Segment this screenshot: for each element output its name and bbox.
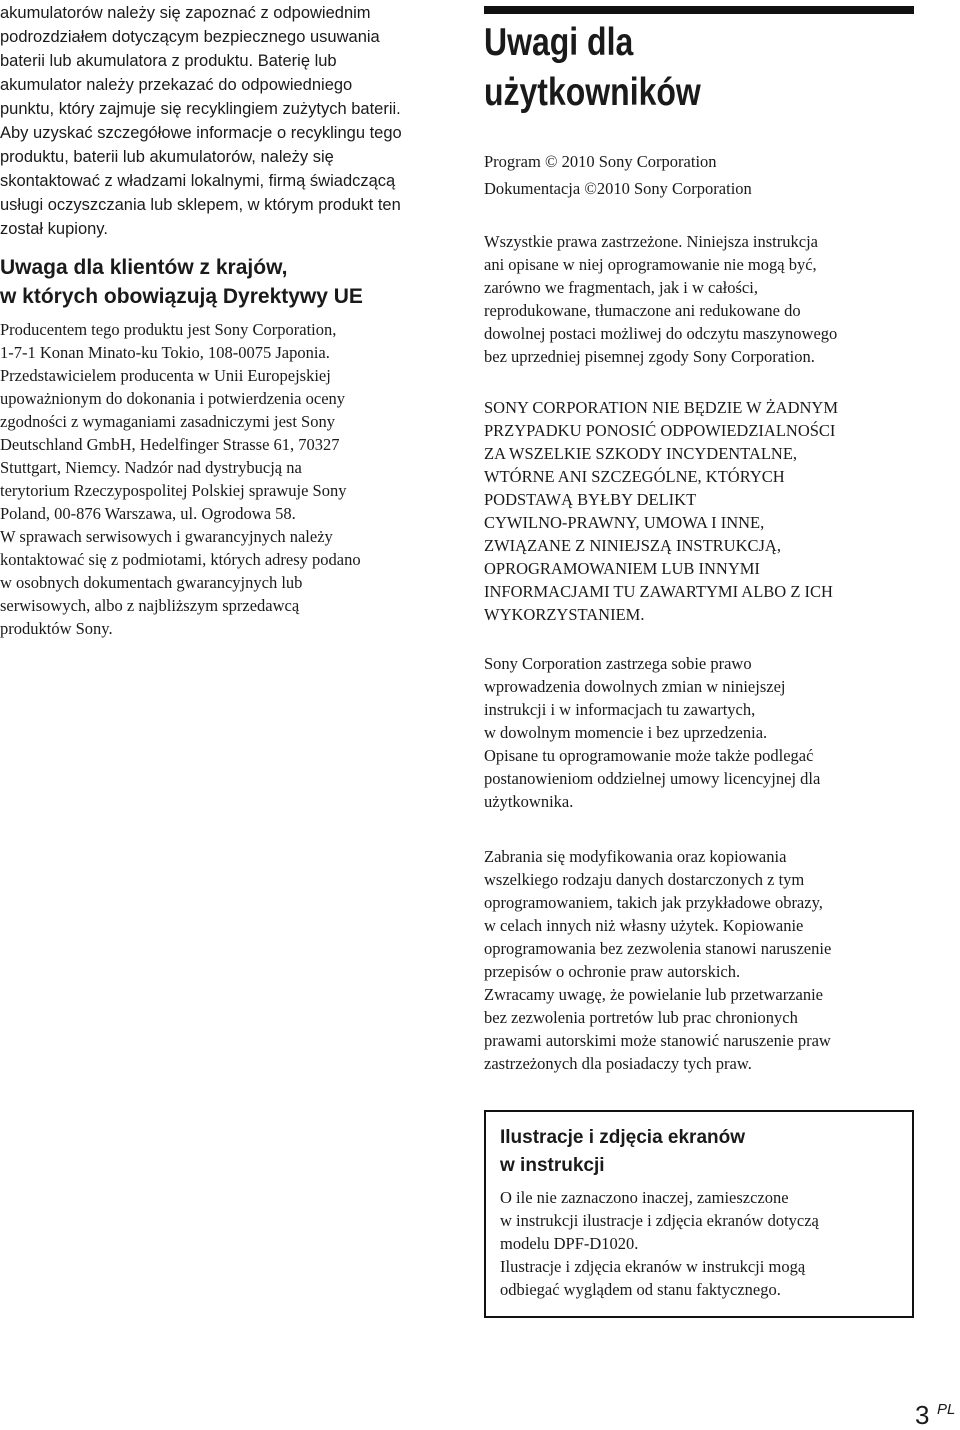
text-line: kontaktować się z podmiotami, których adresy podano xyxy=(0,550,361,569)
rights-paragraph xyxy=(484,230,924,368)
text-line: w osobnych dokumentach gwarancyjnych lub xyxy=(0,573,303,592)
text-line: W sprawach serwisowych i gwarancyjnych należy xyxy=(0,527,333,546)
text-line: w dowolnym momencie i bez uprzedzenia. xyxy=(484,723,768,742)
text-line: ZA WSZELKIE SZKODY INCYDENTALNE, xyxy=(484,444,798,463)
text-line: terytorium Rzeczypospolitej Polskiej sprawuje Sony xyxy=(0,481,347,500)
text-line: bez uprzedniej pisemnej zgody Sony Corporation. xyxy=(484,347,815,366)
text-line: baterii lub akumulatora z produktu. Baterię lub xyxy=(0,52,337,70)
text-line: wszelkiego rodzaju danych dostarczonych z tym xyxy=(484,870,805,889)
eu-directive-heading xyxy=(0,253,440,311)
heading-line: w których obowiązują Dyrektywy UE xyxy=(0,285,363,308)
text-line: produktów Sony. xyxy=(0,619,113,638)
text-line: Sony Corporation zastrzega sobie prawo xyxy=(484,654,752,673)
copying-paragraph xyxy=(484,845,924,1075)
text-line: Ilustracje i zdjęcia ekranów w instrukcji mogą xyxy=(500,1257,806,1276)
text-line: CYWILNO-PRAWNY, UMOWA I INNE, xyxy=(484,513,765,532)
text-line: skontaktować z władzami lokalnymi, firmą świadczącą xyxy=(0,172,396,190)
page-number: 3 xyxy=(915,1400,930,1430)
recycling-paragraph xyxy=(0,0,440,241)
text-line: PRZYPADKU PONOSIĆ ODPOWIEDZIALNOŚCI xyxy=(484,421,836,440)
text-line: serwisowych, albo z najbliższym sprzedawcą xyxy=(0,596,300,615)
text-line: Producentem tego produktu jest Sony Corporation, xyxy=(0,320,337,339)
title-rule xyxy=(484,6,914,14)
text-line: Dokumentacja ©2010 Sony Corporation xyxy=(484,179,752,198)
text-line: SONY CORPORATION NIE BĘDZIE W ŻADNYM xyxy=(484,398,838,417)
text-line: bez zezwolenia portretów lub prac chronionych xyxy=(484,1008,798,1027)
text-line: ZWIĄZANE Z NINIEJSZĄ INSTRUKCJĄ, xyxy=(484,536,781,555)
text-line: modelu DPF-D1020. xyxy=(500,1234,639,1253)
text-line: upoważnionym do dokonania i potwierdzenia oceny xyxy=(0,389,346,408)
text-line: Zabrania się modyfikowania oraz kopiowania xyxy=(484,847,787,866)
page-language-suffix: PL xyxy=(937,1401,956,1418)
box-title xyxy=(500,1124,898,1180)
text-line: O ile nie zaznaczono inaczej, zamieszczone xyxy=(500,1188,789,1207)
text-line: podrozdziałem dotyczącym bezpiecznego usuwania xyxy=(0,28,380,46)
text-line: INFORMACJAMI TU ZAWARTYMI ALBO Z ICH xyxy=(484,582,833,601)
text-line: punktu, który zajmuje się recyklingiem zużytych baterii. xyxy=(0,100,401,118)
text-line: Stuttgart, Niemcy. Nadzór nad dystrybucją na xyxy=(0,458,302,477)
text-line: produktu, baterii lub akumulatorów, należy się xyxy=(0,148,334,166)
text-line: oprogramowaniem, takich jak przykładowe obrazy, xyxy=(484,893,823,912)
text-line: Opisane tu oprogramowanie może także podlegać xyxy=(484,746,814,765)
text-line: zastrzeżonych dla posiadaczy tych praw. xyxy=(484,1054,752,1073)
text-line: wprowadzenia dowolnych zmian w niniejszej xyxy=(484,677,786,696)
box-title-line: w instrukcji xyxy=(500,1155,605,1176)
text-line: zarówno we fragmentach, jak i w całości, xyxy=(484,278,758,297)
producer-paragraph xyxy=(0,318,440,640)
page-title xyxy=(484,18,845,118)
text-line: użytkownika. xyxy=(484,792,574,811)
changes-paragraph xyxy=(484,652,924,813)
text-line: reprodukowane, tłumaczone ani redukowane do xyxy=(484,301,801,320)
text-line: prawami autorskimi może stanowić naruszenie praw xyxy=(484,1031,831,1050)
heading-line: Uwaga dla klientów z krajów, xyxy=(0,256,288,279)
title-line: użytkowników xyxy=(484,71,701,114)
text-line: Aby uzyskać szczegółowe informacje o recyklingu tego xyxy=(0,124,402,142)
text-line: w celach innych niż własny użytek. Kopiowanie xyxy=(484,916,804,935)
text-line: dowolnej postaci możliwej do odczytu maszynowego xyxy=(484,324,838,343)
box-title-line: Ilustracje i zdjęcia ekranów xyxy=(500,1127,745,1148)
text-line: Poland, 00-876 Warszawa, ul. Ogrodowa 58. xyxy=(0,504,296,523)
text-line: postanowieniom oddzielnej umowy licencyjnej dla xyxy=(484,769,821,788)
text-line: przepisów o ochronie praw autorskich. xyxy=(484,962,741,981)
text-line: PODSTAWĄ BYŁBY DELIKT xyxy=(484,490,697,509)
title-line: Uwagi dla xyxy=(484,21,634,64)
copyright-block xyxy=(484,148,924,202)
text-line: WYKORZYSTANIEM. xyxy=(484,605,645,624)
left-column xyxy=(0,0,440,640)
text-line: został kupiony. xyxy=(0,220,108,238)
text-line: Zwracamy uwagę, że powielanie lub przetwarzanie xyxy=(484,985,823,1004)
text-line: instrukcji i w informacjach tu zawartych, xyxy=(484,700,756,719)
text-line: 1-7-1 Konan Minato-ku Tokio, 108-0075 Japonia. xyxy=(0,343,330,362)
text-line: zgodności z wymaganiami zasadniczymi jest Sony xyxy=(0,412,335,431)
text-line: akumulator należy przekazać do odpowiedniego xyxy=(0,76,353,94)
illustrations-note-box xyxy=(484,1110,914,1318)
text-line: Deutschland GmbH, Hedelfinger Strasse 61, 70327 xyxy=(0,435,340,454)
text-line: ani opisane w niej oprogramowanie nie mogą być, xyxy=(484,255,817,274)
text-line: Program © 2010 Sony Corporation xyxy=(484,152,717,171)
text-line: OPROGRAMOWANIEM LUB INNYMI xyxy=(484,559,760,578)
text-line: akumulatorów należy się zapoznać z odpowiednim xyxy=(0,4,371,22)
text-line: oprogramowania bez zezwolenia stanowi naruszenie xyxy=(484,939,832,958)
text-line: odbiegać wyglądem od stanu faktycznego. xyxy=(500,1280,781,1299)
liability-paragraph xyxy=(484,396,924,626)
text-line: Przedstawicielem producenta w Unii Europejskiej xyxy=(0,366,331,385)
text-line: Wszystkie prawa zastrzeżone. Niniejsza instrukcja xyxy=(484,232,818,251)
text-line: w instrukcji ilustracje i zdjęcia ekranów dotyczą xyxy=(500,1211,819,1230)
text-line: WTÓRNE ANI SZCZEGÓLNE, KTÓRYCH xyxy=(484,467,785,486)
text-line: usługi oczyszczania lub sklepem, w którym produkt ten xyxy=(0,196,401,214)
